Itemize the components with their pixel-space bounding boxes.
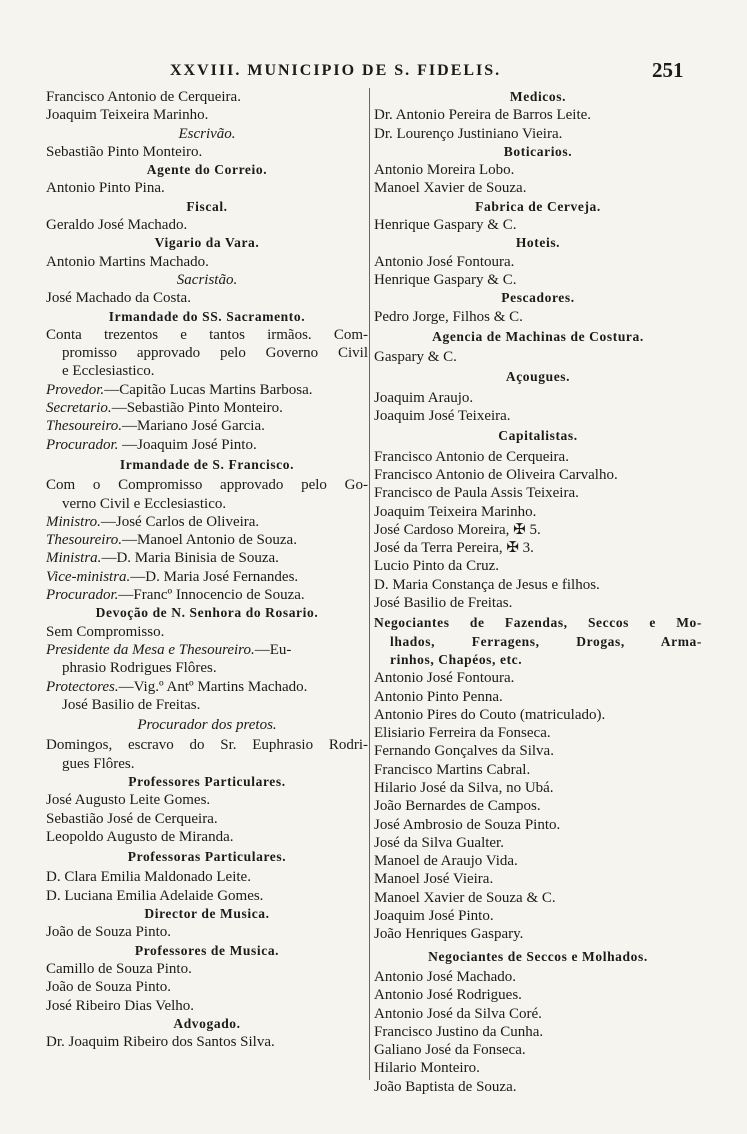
officer-line bbox=[46, 513, 368, 531]
section-heading: Negociantes de Fazendas, Seccos e Mo- bbox=[374, 615, 702, 631]
entry-line: João Baptista de Souza. bbox=[374, 1078, 517, 1095]
page-header bbox=[0, 58, 747, 88]
entry-line: Domingos, escravo do Sr. Euphrasio Rodri- bbox=[46, 737, 368, 754]
page-title: XXVIII. MUNICIPIO DE S. FIDELIS. bbox=[170, 62, 502, 79]
entry-line: verno Civil e Ecclesiastico. bbox=[62, 495, 227, 512]
entry-line: Henrique Gaspary & C. bbox=[374, 271, 517, 288]
section-heading: Professoras Particulares. bbox=[127, 849, 287, 865]
entry-line: Hilario José da Silva, no Ubá. bbox=[374, 779, 554, 796]
role-label: Secretario. bbox=[46, 400, 112, 417]
section-heading: rinhos, Chapéos, etc. bbox=[390, 651, 523, 667]
officer-line bbox=[46, 436, 368, 454]
entry-line: Geraldo José Machado. bbox=[46, 217, 188, 234]
officer-name: —Capitão Lucas Martins Barbosa. bbox=[104, 381, 313, 398]
entry-line: D. Clara Emilia Maldonado Leite. bbox=[46, 869, 251, 886]
entry-line: Dr. Joaquim Ribeiro dos Santos Silva. bbox=[46, 1034, 275, 1051]
left-column bbox=[46, 88, 368, 1051]
officer-name: —D. Maria Binisia de Souza. bbox=[101, 550, 279, 567]
officer-line bbox=[46, 678, 368, 696]
officer-line bbox=[46, 399, 368, 417]
entry-line: D. Maria Constança de Jesus e filhos. bbox=[374, 576, 600, 593]
entry-line: João de Souza Pinto. bbox=[46, 979, 171, 996]
entry-line: Sebastião Pinto Monteiro. bbox=[46, 143, 203, 160]
entry-line: Antonio José Fontoura. bbox=[374, 253, 515, 270]
section-heading: Irmandade de S. Francisco. bbox=[119, 456, 295, 472]
entry-line: Leopoldo Augusto de Miranda. bbox=[46, 828, 234, 845]
entry-line: Pedro Jorge, Filhos & C. bbox=[374, 308, 523, 325]
entry-line: Joaquim José Pinto. bbox=[374, 908, 494, 925]
section-heading: Advogado. bbox=[173, 1015, 241, 1031]
officer-name: —Sebastião Pinto Monteiro. bbox=[111, 400, 283, 417]
entry-line: Camillo de Souza Pinto. bbox=[46, 960, 192, 977]
section-heading: Açougues. bbox=[505, 369, 571, 385]
entry-line: Gaspary & C. bbox=[374, 349, 457, 366]
section-heading: Devoção de N. Senhora do Rosario. bbox=[95, 605, 319, 621]
entry-line: Com o Compromisso approvado pelo Go- bbox=[46, 477, 368, 494]
entry-line: Sebastião José de Cerqueira. bbox=[46, 810, 218, 827]
role-label: Ministro. bbox=[46, 513, 101, 530]
entry-line: Elisiario Ferreira da Fonseca. bbox=[374, 725, 551, 742]
entry-line: Conta trezentos e tantos irmãos. Com- bbox=[46, 326, 368, 343]
entry-line: Francisco Antonio de Oliveira Carvalho. bbox=[374, 466, 618, 483]
section-heading: Negociantes de Seccos e Molhados. bbox=[428, 948, 648, 964]
officer-name: —Eu- bbox=[254, 641, 292, 658]
entry-line: José da Silva Gualter. bbox=[374, 834, 504, 851]
role-label: Vice-ministra. bbox=[46, 568, 131, 585]
officer-name: —Vig.º Antº Martins Machado. bbox=[118, 678, 308, 695]
section-heading: Irmandade do SS. Sacramento. bbox=[108, 308, 306, 324]
entry-line: Joaquim Araujo. bbox=[374, 389, 474, 406]
section-heading: Agente do Correio. bbox=[146, 162, 268, 178]
subheading: Procurador dos pretos. bbox=[137, 717, 277, 734]
section-heading: Pescadores. bbox=[501, 290, 575, 306]
entry-line: gues Flôres. bbox=[62, 755, 135, 772]
entry-line: e Ecclesiastico. bbox=[62, 363, 155, 380]
officer-line bbox=[46, 568, 368, 586]
entry-line: Manoel José Vieira. bbox=[374, 871, 494, 888]
section-heading: Professores Particulares. bbox=[128, 773, 286, 789]
officer-line bbox=[46, 417, 368, 435]
section-heading: Hoteis. bbox=[515, 235, 561, 251]
entry-line: Antonio José Fontoura. bbox=[374, 670, 515, 687]
subheading: Escrivão. bbox=[178, 125, 236, 142]
entry-line: João de Souza Pinto. bbox=[46, 924, 171, 941]
officer-name: —Manoel Antonio de Souza. bbox=[121, 532, 297, 549]
role-label: Ministra. bbox=[46, 550, 102, 567]
section-heading: Boticarios. bbox=[503, 143, 573, 159]
entry-line: Manoel Xavier de Souza. bbox=[374, 180, 527, 197]
officer-name: —D. Maria José Fernandes. bbox=[130, 568, 299, 585]
entry-line: José Augusto Leite Gomes. bbox=[46, 792, 211, 809]
entry-line: Francisco Antonio de Cerqueira. bbox=[46, 89, 241, 105]
role-label: Thesoureiro. bbox=[46, 532, 122, 549]
entry-line: Joaquim Teixeira Marinho. bbox=[374, 503, 537, 520]
entry-line: José Ambrosio de Souza Pinto. bbox=[374, 816, 561, 833]
entry-line: José da Terra Pereira, ✠ 3. bbox=[374, 540, 534, 557]
right-column bbox=[374, 88, 702, 1096]
officer-line bbox=[46, 531, 368, 549]
entry-line: Francisco Justino da Cunha. bbox=[374, 1023, 544, 1040]
officer-name: —Joaquim José Pinto. bbox=[118, 436, 257, 453]
entry-line: José Cardoso Moreira, ✠ 5. bbox=[374, 521, 541, 538]
entry-line: Joaquim José Teixeira. bbox=[374, 408, 511, 425]
entry-line: Fernando Gonçalves da Silva. bbox=[374, 743, 554, 760]
role-label: Procurador. bbox=[46, 436, 119, 453]
section-heading: Fabrica de Cerveja. bbox=[475, 198, 601, 214]
entry-line: Antonio Martins Machado. bbox=[46, 253, 209, 270]
officer-name: —Mariano José Garcia. bbox=[121, 418, 265, 435]
entry-line: Francisco Antonio de Cerqueira. bbox=[374, 448, 569, 465]
entry-line: Dr. Antonio Pereira de Barros Leite. bbox=[374, 107, 592, 124]
role-label: Thesoureiro. bbox=[46, 418, 122, 435]
entry-line: phrasio Rodrigues Flôres. bbox=[62, 660, 217, 677]
entry-line: Hilario Monteiro. bbox=[374, 1060, 480, 1077]
officer-line bbox=[46, 381, 368, 399]
role-label: Protectores. bbox=[46, 678, 119, 695]
entry-line: Antonio José da Silva Coré. bbox=[374, 1005, 542, 1022]
entry-line: Francisco de Paula Assis Teixeira. bbox=[374, 485, 579, 502]
entry-line: José Machado da Costa. bbox=[46, 290, 191, 307]
officer-line bbox=[46, 641, 368, 659]
column-divider bbox=[369, 88, 370, 1080]
entry-line: Antonio Pinto Penna. bbox=[374, 688, 503, 705]
section-heading: Director de Musica. bbox=[144, 906, 270, 922]
page-number: 251 bbox=[652, 58, 684, 82]
entry-line: José Basilio de Freitas. bbox=[62, 696, 201, 713]
role-label: Presidente da Mesa e Thesoureiro. bbox=[46, 641, 255, 658]
entry-line: Lucio Pinto da Cruz. bbox=[374, 558, 499, 575]
section-heading: Capitalistas. bbox=[498, 428, 578, 444]
officer-line bbox=[46, 549, 368, 567]
entry-line: José Basilio de Freitas. bbox=[374, 595, 513, 612]
entry-line: Galiano José da Fonseca. bbox=[374, 1042, 526, 1059]
role-label: Provedor. bbox=[46, 381, 105, 398]
officer-line bbox=[46, 586, 368, 604]
entry-line: Antonio Pinto Pina. bbox=[46, 180, 165, 197]
entry-line: Francisco Martins Cabral. bbox=[374, 761, 531, 778]
entry-line: Manoel Xavier de Souza & C. bbox=[374, 889, 556, 906]
entry-line: Sem Compromisso. bbox=[46, 623, 165, 640]
subheading: Sacristão. bbox=[176, 271, 238, 288]
entry-line: Joaquim Teixeira Marinho. bbox=[46, 107, 209, 124]
section-heading: Medicos. bbox=[509, 89, 567, 104]
entry-line: Antonio Pires do Couto (matriculado). bbox=[374, 706, 606, 723]
section-heading: Professores de Musica. bbox=[134, 942, 280, 958]
section-heading: Vigario da Vara. bbox=[154, 235, 260, 251]
entry-line: José Ribeiro Dias Velho. bbox=[46, 997, 195, 1014]
entry-line: João Henriques Gaspary. bbox=[374, 926, 524, 943]
officer-name: —Francº Innocencio de Souza. bbox=[118, 587, 305, 604]
section-heading: Fiscal. bbox=[186, 198, 228, 214]
entry-line: Antonio Moreira Lobo. bbox=[374, 162, 515, 179]
entry-line: D. Luciana Emilia Adelaide Gomes. bbox=[46, 887, 264, 904]
entry-line: Antonio José Rodrigues. bbox=[374, 987, 522, 1004]
entry-line: Dr. Lourenço Justiniano Vieira. bbox=[374, 125, 563, 142]
officer-name: —José Carlos de Oliveira. bbox=[100, 513, 260, 530]
entry-line: promisso approvado pelo Governo Civil bbox=[62, 345, 368, 362]
entry-line: Henrique Gaspary & C. bbox=[374, 217, 517, 234]
section-heading: lhados, Ferragens, Drogas, Arma- bbox=[390, 633, 702, 649]
entry-line: Manoel de Araujo Vida. bbox=[374, 853, 518, 870]
role-label: Procurador. bbox=[46, 587, 119, 604]
entry-line: João Bernardes de Campos. bbox=[374, 798, 541, 815]
entry-line: Antonio José Machado. bbox=[374, 968, 517, 985]
section-heading: Agencia de Machinas de Costura. bbox=[432, 328, 644, 344]
